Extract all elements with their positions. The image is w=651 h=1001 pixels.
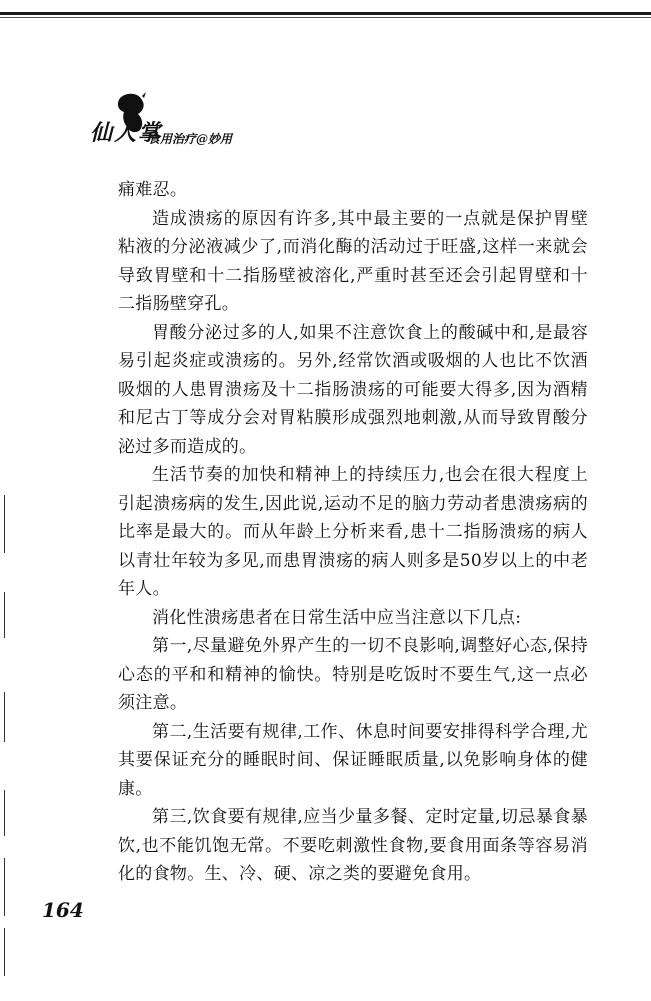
page-body <box>118 176 588 889</box>
paragraph-7: 第二,生活要有规律,工作、休息时间要安排得科学合理,尤其要保证充分的睡眠时间、保证睡眠质量,以免影响身体的健康。 <box>118 721 588 799</box>
logo-subtitle: 食用治疗@妙用 <box>148 132 233 146</box>
scan-margin-mark <box>4 790 5 836</box>
scan-margin-mark <box>4 495 5 553</box>
top-border-rule-thin <box>0 17 651 18</box>
paragraph-4: 生活节奏的加快和精神上的持续压力,也会在很大程度上引起溃疡病的发生,因此说,运动不足的脑力劳动者患溃疡病的比率是最大的。而从年龄上分析来看,患十二指肠溃疡的病人以青壮年较为多见,而患胃溃疡的病人则多是50岁以上的中老年人。 <box>118 465 588 599</box>
scan-margin-mark <box>4 692 5 742</box>
page-number: 164 <box>42 898 84 922</box>
scan-margin-mark <box>4 858 5 916</box>
paragraph-3: 胃酸分泌过多的人,如果不注意饮食上的酸碱中和,是最容易引起炎症或溃疡的。另外,经常饮酒或吸烟的人也比不饮酒吸烟的人患胃溃疡及十二指肠溃疡的可能要大得多,因为酒精和尼古丁等成分会对胃粘膜形成强烈地刺激,从而导致胃酸分泌过多而造成的。 <box>118 322 588 457</box>
top-border-rule <box>0 12 651 15</box>
book-logo <box>90 90 290 160</box>
scan-margin-mark <box>4 592 5 638</box>
paragraph-8: 第三,饮食要有规律,应当少量多餐、定时定量,切忌暴食暴饮,也不能饥饱无常。不要吃刺激性食物,要食用面条等容易消化的食物。生、冷、硬、凉之类的要避免食用。 <box>118 807 588 884</box>
scan-margin-mark <box>4 928 5 976</box>
paragraph-2: 造成溃疡的原因有许多,其中最主要的一点就是保护胃壁粘液的分泌液减少了,而消化酶的活动过于旺盛,这样一来就会导致胃壁和十二指肠壁被溶化,严重时甚至还会引起胃壁和十二指肠壁穿孔。 <box>118 208 588 314</box>
paragraph-6: 第一,尽量避免外界产生的一切不良影响,调整好心态,保持心态的平和和精神的愉快。特别是吃饭时不要生气,这一点必须注意。 <box>118 636 588 713</box>
paragraph-5: 消化性溃疡患者在日常生活中应当注意以下几点: <box>152 607 522 628</box>
logo-title: 仙人掌 <box>90 120 163 146</box>
paragraph-1: 痛难忍。 <box>118 180 188 200</box>
